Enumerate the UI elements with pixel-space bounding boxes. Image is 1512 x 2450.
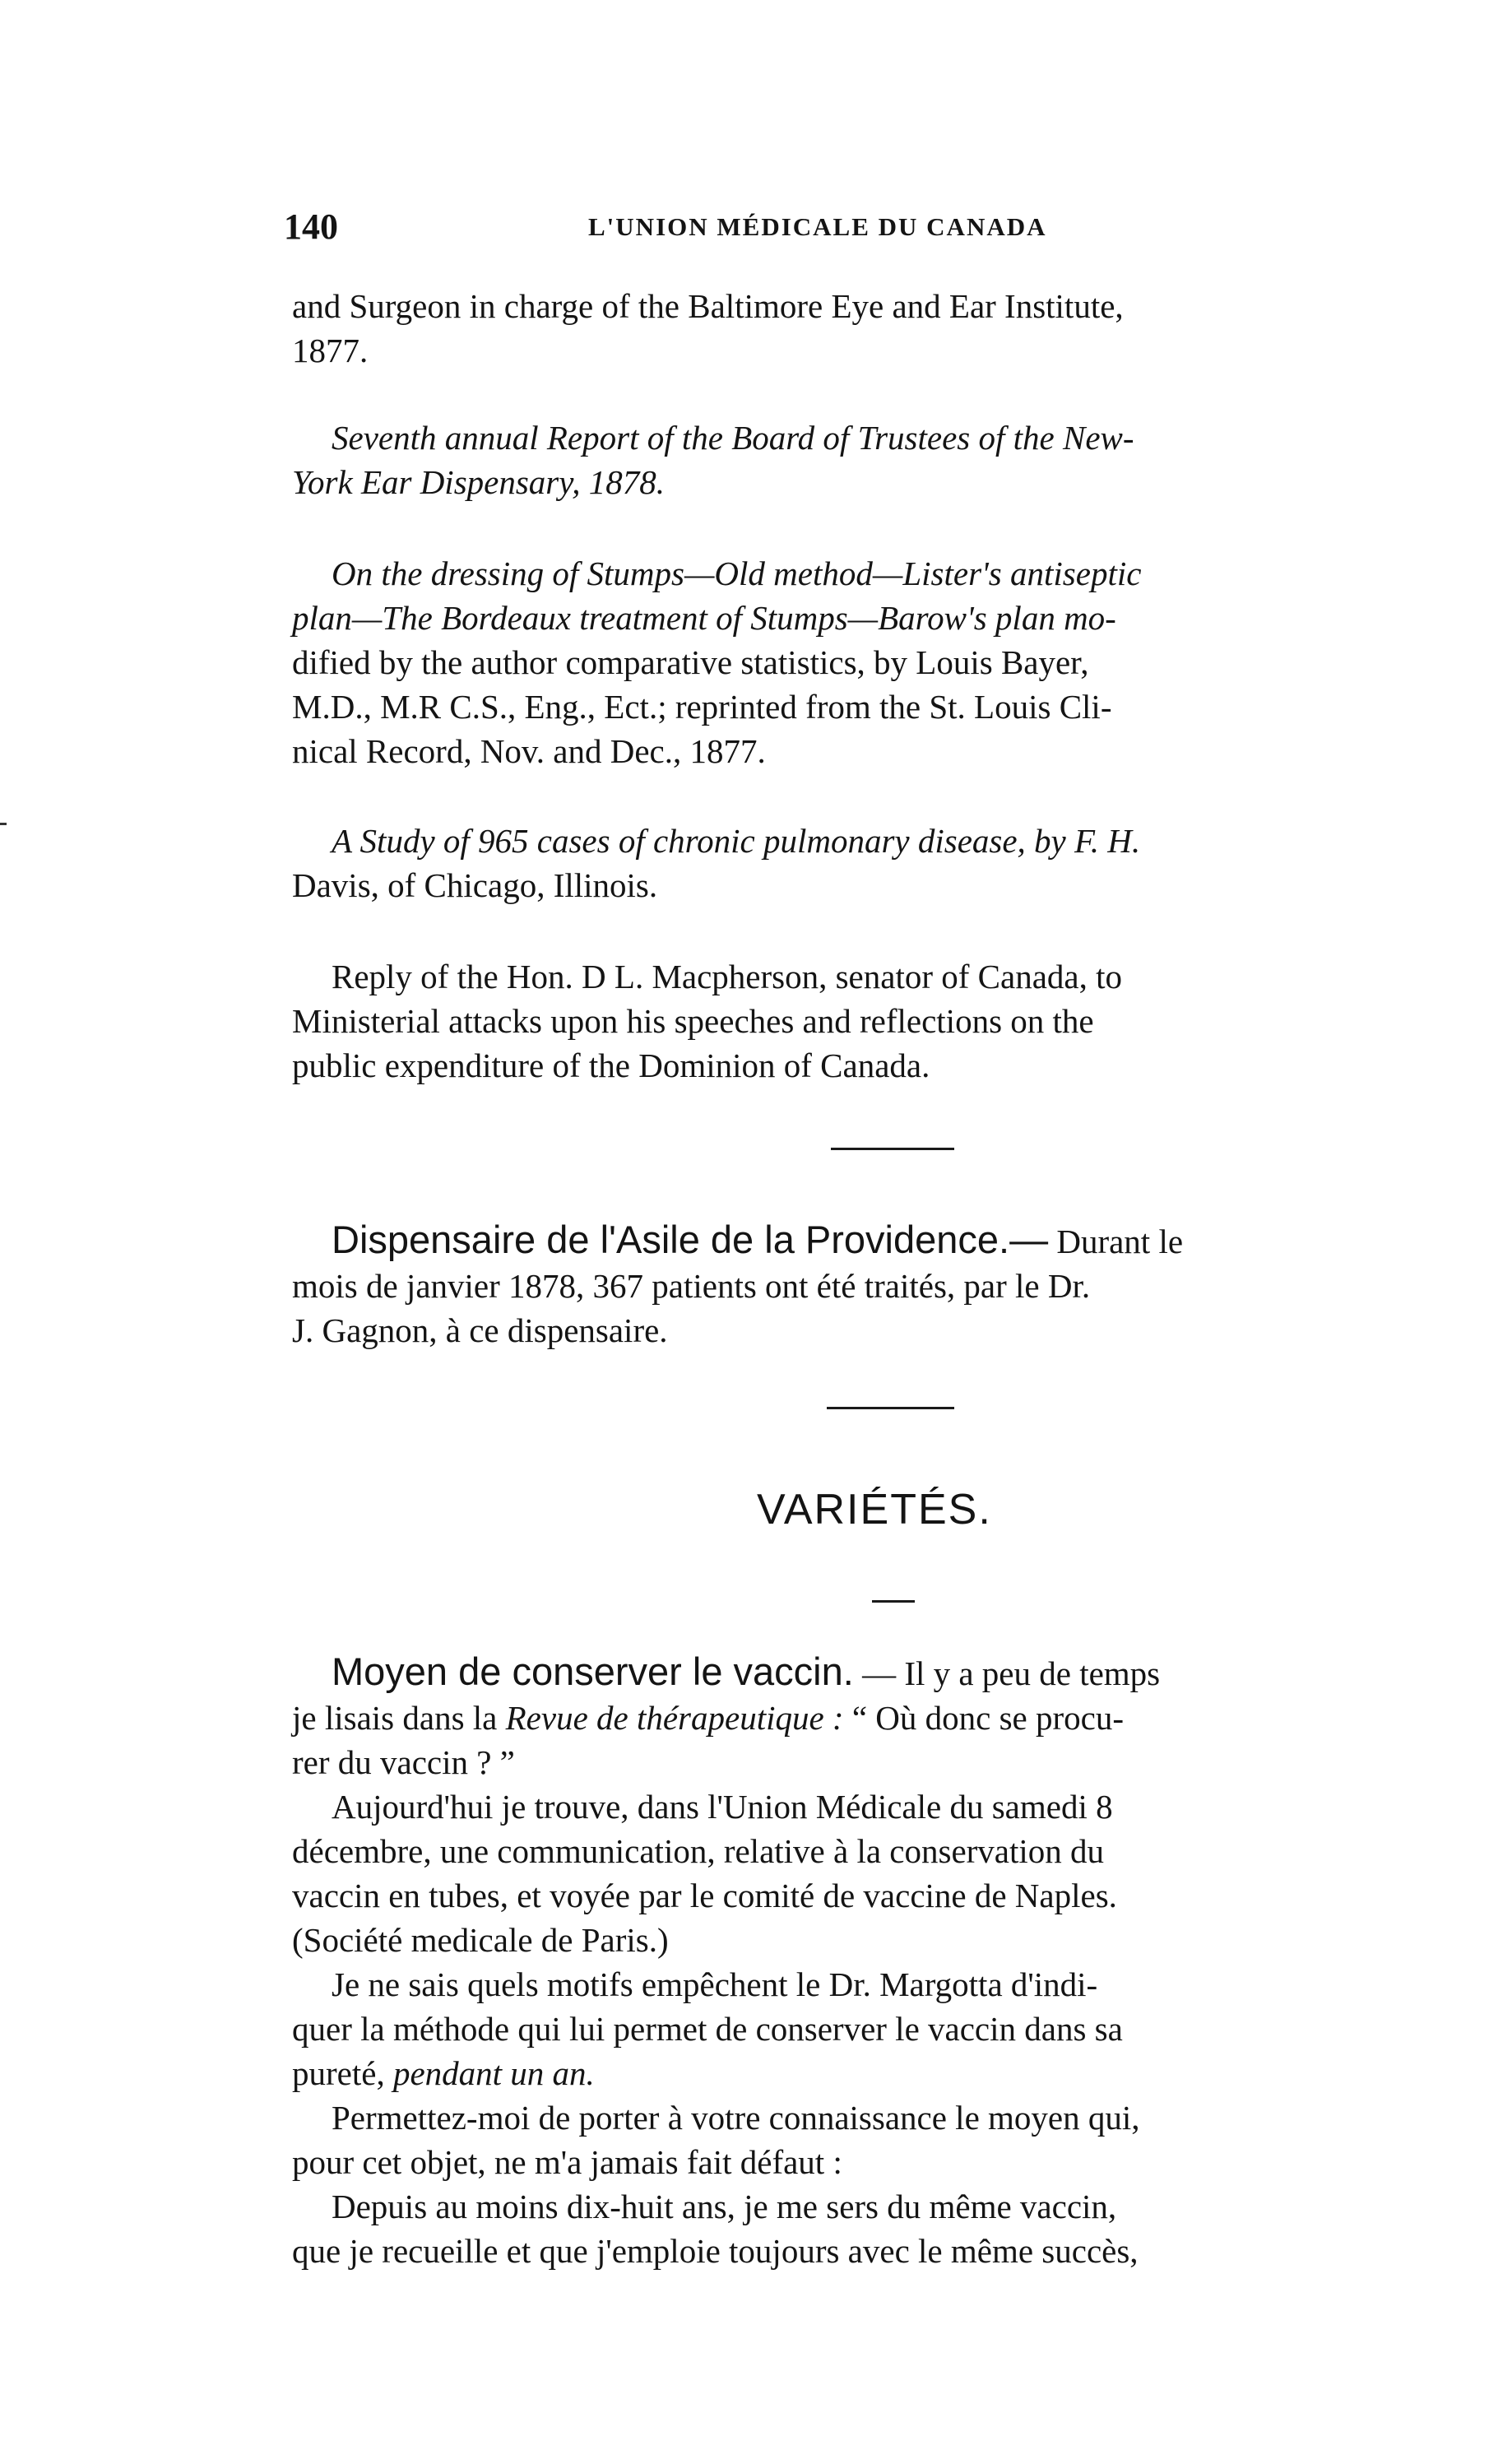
text-line: On the dressing of Stumps—Old method—Lister's antiseptic: [332, 554, 1142, 592]
bibliography-entry: [292, 954, 1497, 1088]
text-line: public expenditure of the Dominion of Canada.: [292, 1046, 930, 1084]
text-line: and Surgeon in charge of the Baltimore Eye and Ear Institute,: [292, 287, 1124, 325]
text-line: Ministerial attacks upon his speeches and reflections on the: [292, 1002, 1094, 1040]
text-line: Durant le: [1056, 1223, 1184, 1260]
page-number: 140: [284, 206, 338, 247]
text-line: plan—The Bordeaux treatment of Stumps—Barow's plan mo-: [292, 599, 1116, 637]
text-line: (Société medicale de Paris.): [292, 1921, 669, 1959]
text-line: 1877.: [292, 332, 369, 369]
bibliography-entry: [292, 415, 1497, 504]
text-line: Seventh annual Report of the Board of Trustees of the New-: [332, 419, 1134, 457]
text-line: vaccin en tubes, et voyée par le comité de vaccine de Naples.: [292, 1877, 1117, 1914]
bibliography-entry: [292, 284, 1497, 373]
separator-rule: [831, 1148, 954, 1150]
article-vaccin: [292, 1650, 1497, 2273]
text-line: nical Record, Nov. and Dec., 1877.: [292, 732, 766, 770]
text-line: York Ear Dispensary, 1878.: [292, 463, 665, 501]
text-line: A Study of 965 cases of chronic pulmonary disease, by F. H.: [332, 822, 1141, 860]
article-heading: Moyen de conserver le vaccin.: [332, 1650, 854, 1693]
text-line: décembre, une communication, relative à la conservation du: [292, 1832, 1105, 1870]
emphasis: pendant un an.: [392, 2054, 595, 2092]
bibliography-entry: [292, 551, 1497, 773]
text-line: Permettez-moi de porter à votre connaissance le moyen qui,: [332, 2099, 1140, 2137]
section-title: VARIÉTÉS.: [757, 1486, 992, 1534]
text-line: “ Où donc se procu-: [851, 1699, 1125, 1737]
text-line: quer la méthode qui lui permet de conserver le vaccin dans sa: [292, 2010, 1123, 2048]
text-line: que je recueille et que j'emploie toujours avec le même succès,: [292, 2232, 1139, 2270]
text-line: — Il y a peu de temps: [862, 1654, 1161, 1692]
margin-mark: [0, 823, 7, 825]
news-item-dispensaire: [292, 1218, 1497, 1353]
text-line: M.D., M.R C.S., Eng., Ect.; reprinted from the St. Louis Cli-: [292, 688, 1112, 726]
text-line: mois de janvier 1878, 367 patients ont été traités, par le Dr.: [292, 1267, 1091, 1305]
text-line: Reply of the Hon. D L. Macpherson, senator of Canada, to: [332, 958, 1122, 995]
short-rule: [872, 1600, 915, 1603]
text-line: pour cet objet, ne m'a jamais fait défaut :: [292, 2143, 842, 2181]
text-line: Depuis au moins dix-huit ans, je me sers du même vaccin,: [332, 2188, 1117, 2225]
bibliography-entry: [292, 819, 1497, 907]
text-line: je lisais dans la: [292, 1699, 498, 1737]
text-line: Aujourd'hui je trouve, dans l'Union Médicale du samedi 8: [332, 1788, 1113, 1826]
page-header: [284, 206, 1501, 255]
text-line: pureté,: [292, 2054, 385, 2092]
text-line: J. Gagnon, à ce dispensaire.: [292, 1311, 668, 1349]
text-line: Je ne sais quels motifs empêchent le Dr. Margotta d'indi-: [332, 1965, 1098, 2003]
journal-title: Revue de thérapeutique :: [505, 1699, 844, 1737]
separator-rule: [827, 1407, 954, 1409]
text-line: Davis, of Chicago, Illinois.: [292, 866, 658, 904]
text-line: rer du vaccin ? ”: [292, 1743, 515, 1781]
text-line: dified by the author comparative statistics, by Louis Bayer,: [292, 643, 1089, 681]
item-heading: Dispensaire de l'Asile de la Providence.—: [332, 1218, 1049, 1261]
running-title: L'UNION MÉDICALE DU CANADA: [588, 212, 1047, 241]
